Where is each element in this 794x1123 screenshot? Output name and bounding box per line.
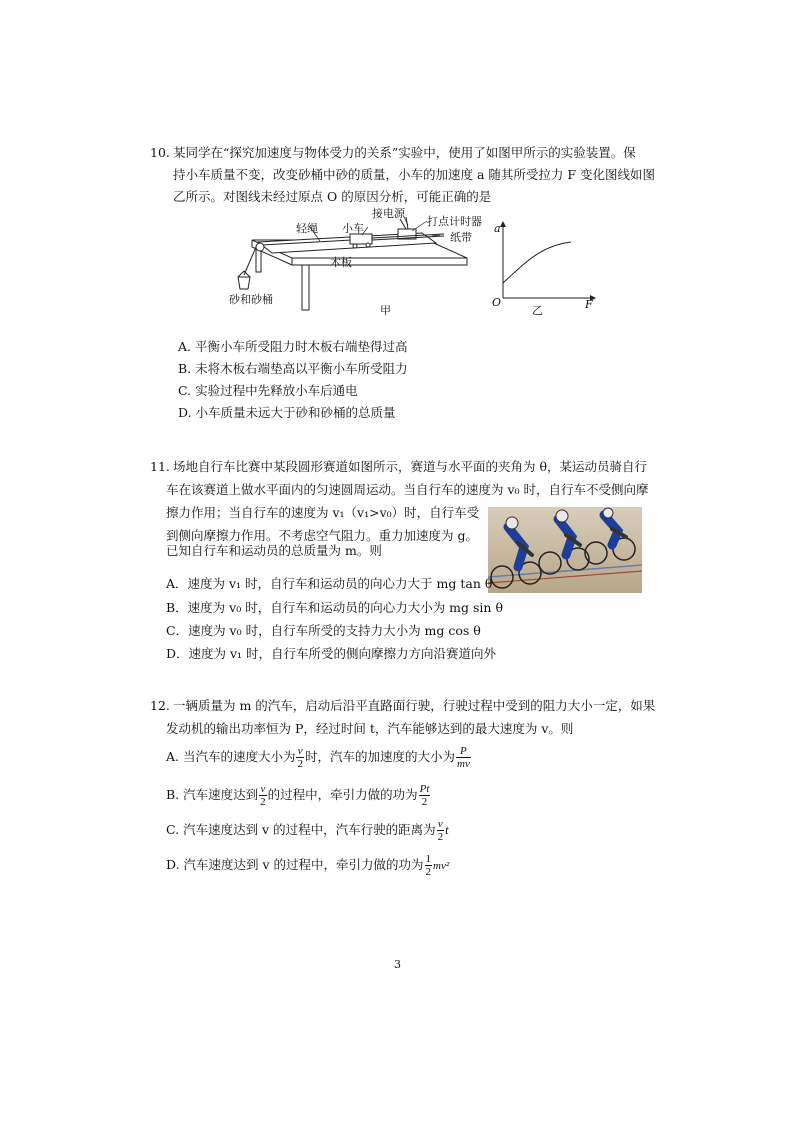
label-jia: 甲 — [380, 304, 391, 317]
q10-option-a: A. 平衡小车所受阻力时木板右端垫得过高 — [178, 339, 408, 354]
variable-mv-squared: mv² — [433, 860, 450, 872]
frac-den: mv — [457, 758, 470, 770]
q12-option-a-middle: 时，汽车的加速度的大小为 — [304, 749, 455, 764]
q12-option-d-prefix: D. 汽车速度达到 v 的过程中，牵引力做的功为 — [166, 857, 424, 872]
cyclists-photo — [488, 507, 642, 593]
q12-option-b-middle: 的过程中，牵引力做的功为 — [267, 787, 418, 802]
q10-text-line1: 某同学在“探究加速度与物体受力的关系”实验中，使用了如图甲所示的实验装置。保 — [173, 145, 636, 160]
q10-text-line3: 乙所示。对图线未经过原点 O 的原因分析，可能正确的是 — [173, 189, 492, 204]
frac-num: Pt — [419, 783, 430, 795]
graph-a-label: a — [494, 222, 501, 235]
fraction-p-over-mv — [456, 745, 471, 770]
q10-option-c: C. 实验过程中先释放小车后通电 — [178, 383, 358, 398]
q11-text-line1: 场地自行车比赛中某段圆形赛道如图所示，赛道与水平面的夹角为 θ，某运动员骑自行 — [173, 459, 648, 474]
q12-number: 12. — [150, 698, 170, 713]
fraction-1-over-2 — [425, 853, 433, 878]
frac-den: 2 — [437, 831, 444, 843]
variable-t: t — [445, 823, 449, 837]
frac-num: v — [437, 818, 443, 830]
graph-yi-label: 乙 — [532, 304, 543, 317]
q12-option-a — [166, 742, 472, 772]
fraction-pt-over-2 — [419, 783, 431, 808]
q10-option-d: D. 小车质量未远大于砂和砂桶的总质量 — [178, 405, 396, 420]
q11-number: 11. — [150, 459, 170, 474]
q10-option-b: B. 未将木板右端垫高以平衡小车所受阻力 — [178, 361, 408, 376]
q11-option-b: B．速度为 v₀ 时，自行车和运动员的向心力大小为 mg sin θ — [166, 600, 503, 615]
q12-text-line1: 一辆质量为 m 的汽车，启动后沿平直路面行驶，行驶过程中受到的阻力大小一定，如果 — [173, 698, 656, 713]
q11-option-c: C．速度为 v₀ 时，自行车所受的支持力大小为 mg cos θ — [166, 623, 481, 638]
q12-option-b — [166, 780, 431, 810]
label-cart: 小车 — [342, 222, 364, 235]
label-tape: 纸带 — [450, 231, 472, 244]
label-board: 木板 — [330, 256, 352, 269]
frac-num: P — [456, 745, 471, 758]
label-power: 接电源 — [372, 207, 405, 220]
q11-text-line3: 擦力作用；当自行车的速度为 v₁（v₁>v₀）时，自行车受 — [166, 505, 480, 520]
q11-text-line4: 到侧向摩擦力作用。不考虑空气阻力。重力加速度为 g。 — [166, 528, 478, 543]
label-rope: 轻绳 — [296, 222, 318, 235]
q12-option-b-prefix: B. 汽车速度达到 — [166, 787, 259, 802]
q12-text-line2: 发动机的输出功率恒为 P，经过时间 t，汽车能够达到的最大速度为 v。则 — [166, 721, 574, 736]
q12-option-c-prefix: C. 汽车速度达到 v 的过程中，汽车行驶的距离为 — [166, 822, 436, 837]
graph-f-label: F — [585, 298, 593, 311]
frac-num: v — [297, 745, 303, 757]
q12-option-a-prefix: A. 当汽车的速度大小为 — [166, 749, 296, 764]
q12-option-c — [166, 815, 449, 845]
q10-number: 10. — [150, 145, 170, 160]
frac-num: 1 — [425, 853, 432, 865]
frac-den: 2 — [421, 796, 428, 808]
q11-option-d: D．速度为 v₁ 时，自行车所受的侧向摩擦力方向沿赛道向外 — [166, 646, 497, 661]
q11-text-line5: 已知自行车和运动员的总质量为 m。则 — [166, 543, 382, 558]
q11-text-line2: 车在该赛道上做水平面内的匀速圆周运动。当自行车的速度为 v₀ 时，自行车不受侧向摩 — [166, 482, 649, 497]
q11-option-a: A．速度为 v₁ 时，自行车和运动员的向心力大于 mg tan θ — [166, 576, 493, 591]
fraction-v-over-2 — [296, 745, 304, 770]
q12-option-d — [166, 850, 449, 881]
frac-den: 2 — [425, 866, 432, 878]
fraction-v-over-2 — [259, 783, 267, 808]
fraction-v-over-2 — [437, 818, 445, 843]
q10-text-line2: 持小车质量不变，改变砂桶中砂的质量，小车的加速度 a 随其所受拉力 F 变化图线如图 — [173, 167, 656, 182]
af-graph — [495, 218, 600, 308]
frac-den: 2 — [297, 758, 303, 770]
graph-origin-label: O — [492, 296, 502, 309]
label-bucket: 砂和砂桶 — [229, 293, 273, 306]
frac-den: 2 — [260, 796, 266, 808]
page-number: 3 — [394, 958, 401, 971]
label-timer: 打点计时器 — [427, 215, 482, 228]
frac-num: v — [260, 783, 266, 795]
